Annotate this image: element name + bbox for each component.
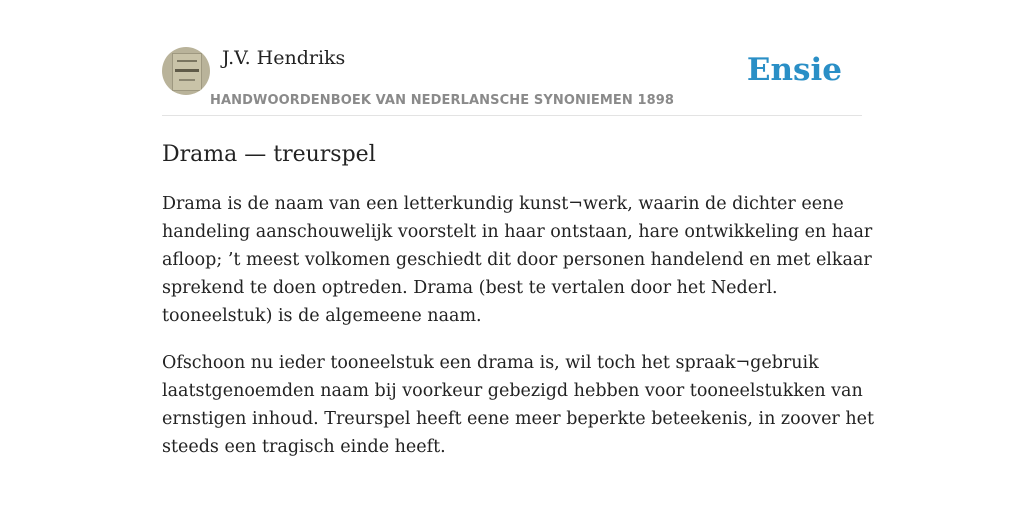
- book-cover-icon: [172, 53, 202, 91]
- paragraph-line: tooneelstuk) is de algemeene naam.: [162, 306, 482, 326]
- paragraph-1: [162, 190, 873, 330]
- source-title[interactable]: HANDWOORDENBOEK VAN NEDERLANSCHE SYNONIEMEN 1898: [210, 93, 675, 108]
- paragraph-line: afloop; ’t meest volkomen geschiedt dit door personen handelend en met elkaar: [162, 250, 872, 270]
- entry-card: [162, 44, 875, 461]
- paragraph-line: ernstigen inhoud. Treurspel heeft eene meer beperkte beteekenis, in zoover het: [162, 409, 875, 429]
- paragraph-2: [162, 349, 875, 461]
- avatar[interactable]: [162, 47, 210, 95]
- paragraph-line: Drama is de naam van een letterkundig kunst¬werk, waarin de dichter eene: [162, 194, 844, 214]
- paragraph-line: steeds een tragisch einde heeft.: [162, 437, 446, 457]
- paragraph-line: laatstgenoemden naam bij voorkeur gebezigd hebben voor tooneelstukken van: [162, 381, 863, 401]
- entry-header: [162, 44, 862, 116]
- entry-title: Drama — treurspel: [162, 142, 376, 167]
- brand-logo[interactable]: Ensie: [746, 52, 842, 88]
- paragraph-line: Ofschoon nu ieder tooneelstuk een drama is, wil toch het spraak¬gebruik: [162, 353, 819, 373]
- paragraph-line: handeling aanschouwelijk voorstelt in haar ontstaan, hare ontwikkeling en haar: [162, 222, 873, 242]
- paragraph-line: sprekend te doen optreden. Drama (best te vertalen door het Nederl.: [162, 278, 778, 298]
- author-name[interactable]: J.V. Hendriks: [222, 47, 346, 69]
